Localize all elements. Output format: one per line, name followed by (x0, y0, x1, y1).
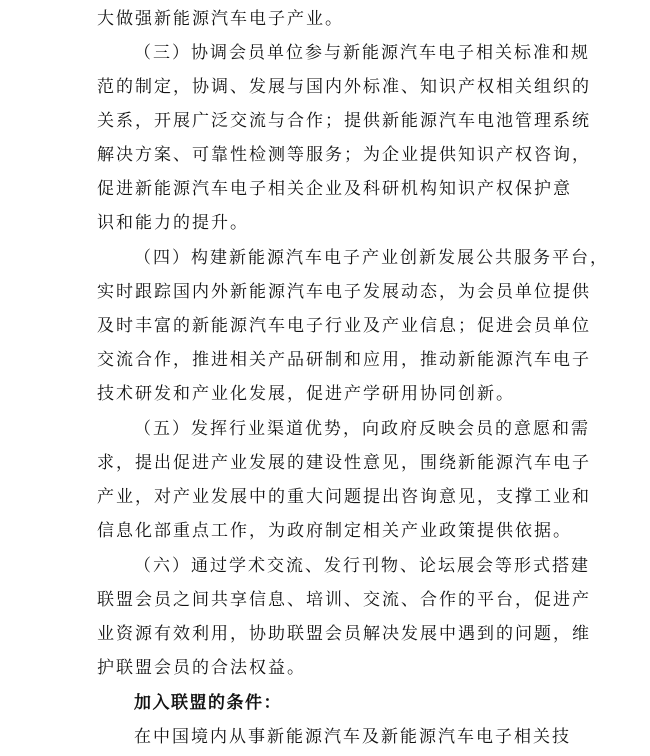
paragraph-line: （三）协调会员单位参与新能源汽车电子相关标准和规 (134, 43, 590, 63)
paragraph-line: （五）发挥行业渠道优势，向政府反映会员的意愿和需 (134, 419, 590, 439)
section-heading: 加入联盟的条件： (134, 693, 282, 713)
paragraph-line: 护联盟会员的合法权益。 (97, 658, 306, 678)
paragraph-line: 求，提出促进产业发展的建设性意见，围绕新能源汽车电子 (97, 453, 591, 473)
paragraph-line: 大做强新能源汽车电子产业。 (97, 9, 344, 29)
paragraph-line: （六）通过学术交流、发行刊物、论坛展会等形式搭建 (134, 556, 590, 576)
paragraph-line: 实时跟踪国内外新能源汽车电子发展动态，为会员单位提供 (97, 282, 591, 302)
paragraph-line: 关系，开展广泛交流与合作；提供新能源汽车电池管理系统 (97, 111, 591, 131)
paragraph-line: 解决方案、可靠性检测等服务；为企业提供知识产权咨询， (97, 145, 591, 165)
paragraph-line: 业资源有效利用，协助联盟会员解决发展中遇到的问题，维 (97, 624, 591, 644)
paragraph-line: 及时丰富的新能源汽车电子行业及产业信息；促进会员单位 (97, 316, 591, 336)
paragraph-line: 信息化部重点工作，为政府制定相关产业政策提供依据。 (97, 521, 572, 541)
paragraph-line: 范的制定，协调、发展与国内外标准、知识产权相关组织的 (97, 77, 591, 97)
paragraph-line: 促进新能源汽车电子相关企业及科研机构知识产权保护意 (97, 179, 572, 199)
paragraph-line: 产业，对产业发展中的重大问题提出咨询意见，支撑工业和 (97, 487, 591, 507)
paragraph-line: 联盟会员之间共享信息、培训、交流、合作的平台，促进产 (97, 590, 591, 610)
paragraph-line: （四）构建新能源汽车电子产业创新发展公共服务平台， (134, 248, 609, 268)
paragraph-line: 识和能力的提升。 (97, 213, 249, 233)
paragraph-line: 技术研发和产业化发展，促进产学研用协同创新。 (97, 384, 515, 404)
paragraph-line: 在中国境内从事新能源汽车及新能源汽车电子相关技 (134, 727, 571, 747)
paragraph-line: 交流合作，推进相关产品研制和应用，推动新能源汽车电子 (97, 350, 591, 370)
